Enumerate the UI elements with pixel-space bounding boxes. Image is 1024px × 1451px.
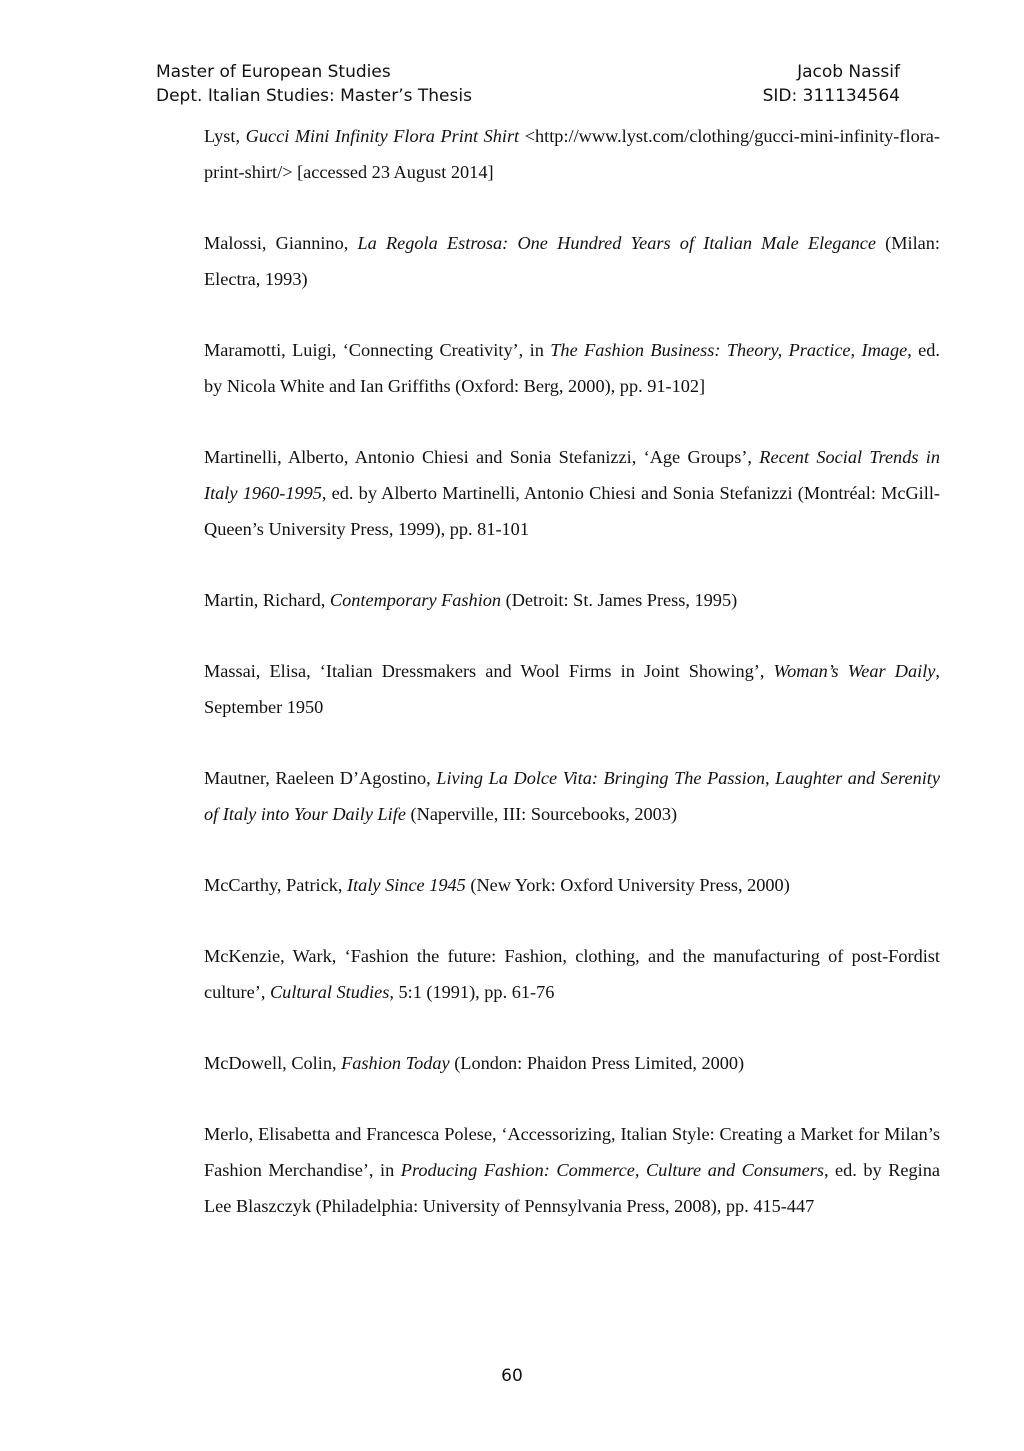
entry-text: (Naperville, III: Sourcebooks, 2003)	[405, 804, 678, 824]
entry-text: Malossi, Giannino,	[204, 233, 358, 253]
entry-text: , ed. by Nicola White and Ian Griffiths (Oxford: Berg, 2000), pp. 91-102]	[204, 340, 940, 396]
entry-text: , ed. by Alberto Martinelli, Antonio Chiesi and Sonia Stefanizzi (Montréal: McGill-Queen’s University Press, 1999), pp. 81-101	[204, 483, 940, 539]
bibliography-entry	[204, 1045, 940, 1081]
entry-title: Recent Social Trends in Italy 1960-1995	[204, 447, 940, 503]
page-header	[156, 60, 900, 108]
entry-text: , September 1950	[204, 661, 940, 717]
entry-title: Producing Fashion: Commerce, Culture and Consumers	[400, 1160, 824, 1180]
header-row-1	[156, 60, 900, 84]
entry-title: Gucci Mini Infinity Flora Print Shirt	[245, 126, 520, 146]
entry-text: <http://www.lyst.com/clothing/gucci-mini-infinity-flora-print-shirt/> [accessed 23 August 2014]	[204, 126, 940, 182]
bibliography-entry	[204, 118, 940, 190]
entry-text: McKenzie, Wark, ‘Fashion the future: Fashion, clothing, and the manufacturing of post-Fordist culture’,	[204, 946, 940, 1002]
entry-text: Maramotti, Luigi, ‘Connecting Creativity’, in	[204, 340, 551, 360]
author-name: Jacob Nassif	[797, 62, 900, 82]
entry-title: Living La Dolce Vita: Bringing The Passion, Laughter and Serenity of Italy into Your Daily Life	[204, 768, 941, 824]
entry-title: The Fashion Business: Theory, Practice, Image	[550, 340, 908, 360]
entry-title: Woman’s Wear Daily	[773, 661, 936, 681]
bibliography-entry	[204, 653, 940, 725]
entry-title: Italy Since 1945	[347, 875, 466, 895]
student-id: SID: 311134564	[762, 86, 900, 106]
entry-text: Martinelli, Alberto, Antonio Chiesi and Sonia Stefanizzi, ‘Age Groups’,	[204, 447, 760, 467]
entry-text: , ed. by Regina Lee Blaszczyk (Philadelphia: University of Pennsylvania Press, 2008), pp. 415-447	[204, 1160, 941, 1216]
bibliography-entry	[204, 938, 940, 1010]
bibliography-entry	[204, 332, 940, 404]
bibliography-entry	[204, 867, 940, 903]
program-title: Master of European Studies	[156, 62, 391, 82]
entry-title: Fashion Today	[341, 1053, 450, 1073]
entry-title: Contemporary Fashion	[329, 590, 502, 610]
entry-text: , 5:1 (1991), pp. 61-76	[389, 982, 555, 1002]
entry-text: (London: Phaidon Press Limited, 2000)	[449, 1053, 745, 1073]
department-title: Dept. Italian Studies: Master’s Thesis	[156, 86, 472, 106]
entry-text: (New York: Oxford University Press, 2000)	[465, 875, 790, 895]
header-row-2	[156, 84, 900, 108]
bibliography-entry	[204, 760, 940, 832]
entry-title: Cultural Studies	[269, 982, 390, 1002]
entry-text: Merlo, Elisabetta and Francesca Polese, ‘Accessorizing, Italian Style: Creating a Market for Milan’s Fashion Merchandise’, in	[204, 1124, 940, 1180]
entry-title: La Regola Estrosa: One Hundred Years of Italian Male Elegance	[357, 233, 876, 253]
bibliography	[204, 118, 940, 1259]
bibliography-entry	[204, 225, 940, 297]
bibliography-entry	[204, 439, 940, 547]
page-number: 60	[501, 1366, 523, 1386]
entry-text: Lyst,	[204, 126, 246, 146]
entry-text: Mautner, Raeleen D’Agostino,	[204, 768, 437, 788]
bibliography-entry	[204, 582, 940, 618]
entry-text: McCarthy, Patrick,	[204, 875, 348, 895]
entry-text: Massai, Elisa, ‘Italian Dressmakers and Wool Firms in Joint Showing’,	[204, 661, 774, 681]
bibliography-entry	[204, 1116, 940, 1224]
entry-text: McDowell, Colin,	[204, 1053, 342, 1073]
entry-text: (Detroit: St. James Press, 1995)	[501, 590, 738, 610]
entry-text: (Milan: Electra, 1993)	[204, 233, 940, 289]
entry-text: Martin, Richard,	[204, 590, 330, 610]
